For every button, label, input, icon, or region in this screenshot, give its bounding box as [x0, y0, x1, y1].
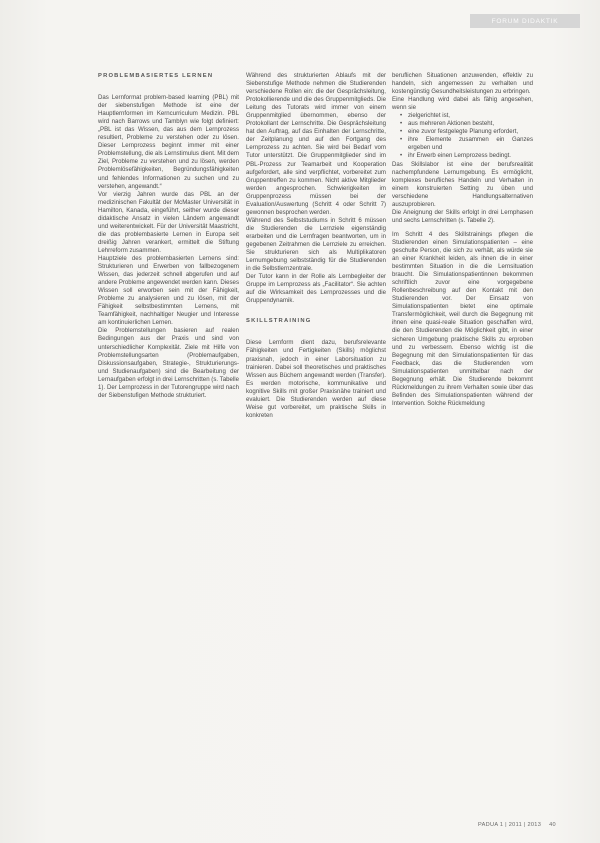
list-item: • zielgerichtet ist, — [400, 112, 533, 120]
paragraph: beruflichen Situationen anzuwenden, effektiv zu handeln, sich angemessen zu verhalten und kostengünstig Gesundheitsleistungen zu erbringen. — [392, 72, 533, 96]
column-1 — [98, 72, 239, 400]
paragraph: Hauptziele des problembasierten Lernens sind: Strukturieren und Erwerben von fallbezogenem Wissen, das jederzeit schnell abgerufen und auf andere Probleme angewendet werden kann. Dieses Wissen soll erworben sein mit der Fähigkeit, Probleme zu analysieren und zu lösen, mit der Fähigkeit selbstbestimmten Lernens, mit Teamfähigkeit, nachhaltiger Neugier und Interesse am kontinuierlichen Lernen. — [98, 254, 239, 327]
paragraph: Eine Handlung wird dabei als fähig angesehen, wenn sie — [392, 96, 533, 112]
journal-reference: PADUA 1 | 2011 | 2013 — [478, 822, 542, 828]
paragraph: Die Problemstellungen basieren auf realen Bedingungen aus der Praxis und sind von unterschiedlicher Komplexität. Ziele mit Hilfe von Problemstellungsarten (Problemaufgaben, Diskussionsaufgaben, Strategie-, Strukturierungs- und Studienaufgaben) sind die Bearbeitung der Lernaufgaben erfolgt in drei Lernschritten (s. Tabelle 1). Der Lernprozess in der Tutorengruppe wird nach der Siebenstufigen Methode strukturiert. — [98, 327, 239, 399]
section-heading-pbl: PROBLEMBASIERTES LERNEN — [98, 73, 214, 79]
list-item: • ihre Elemente zusammen ein Ganzes ergeben und — [400, 136, 533, 152]
section-tab: FORUM DIDAKTIK — [470, 14, 580, 28]
paragraph: Der Tutor kann in der Rolle als Lernbegleiter der Gruppe im Lernprozess als „Facilitator“. Sie achten auf die Wirksamkeit des Lernprozesses und die Gruppendynamik. — [246, 273, 386, 305]
list-item: • ihr Erwerb einen Lernprozess bedingt. — [400, 152, 533, 160]
paragraph: Vor vierzig Jahren wurde das PBL an der medizinischen Fakultät der McMaster Universität in Hamilton, Kanada, eingeführt, seither wurde dieser didaktische Ansatz in vielen Ländern angewandt und weiterentwickelt. Für der Universität Maastricht, die das problembasierte Lernen in Europa seit dreißig Jahren verankert, ermittelt die Stiftung Lehrreform zusammen. — [98, 190, 239, 254]
paragraph: Das Skillslabor ist eine der berufsrealität nachempfundene Lernumgebung. Es ermöglicht, komplexes berufliches Handeln und Verhalten in einem konstruierten Setting zu üben und verschiedene Handlungsalternativen auszuprobieren. — [392, 160, 533, 208]
list-item: • aus mehreren Aktionen besteht, — [400, 120, 533, 128]
page-number: 40 — [549, 822, 556, 828]
paragraph: Während des Selbststudiums in Schritt 6 müssen die Studierenden die Lernziele eigenständig erarbeiten und die Lernfragen beantworten, um in gegebenen Zeitrahmen die Lernziele zu erreichen. Sie strukturieren sich als Multiplikatoren Lernumgebung selbstständig für die Studierenden in die Selbstlernzentrale. — [246, 216, 386, 273]
section-heading-skillstraining: SKILLSTRAINING — [246, 318, 312, 325]
bullet-list — [392, 112, 533, 160]
paragraph: Im Schritt 4 des Skillstrainings pflegen die Studierenden einen Simulationspatienten – eine geschulte Person, die sich zu verhält, als würde sie an einer Krankheit leiden, als ihnen die in einer bestimmten Situation in die die Lernsituation braucht. Die Simulationspatientinnen bekommen schriftlich zuvor eine vorgegebene Rollenbeschreibung auf den Kontakt mit den Studierenden vor. Der Einsatz von Simulationspatienten bietet eine optimale Transfermöglichkeit, weil durch die Begegnung mit ihnen eine quasi-reale Situation geschaffen wird, die den Studierenden die Möglichkeit gibt, in einer sicheren Umgebung praktische Skills zu erproben und zu verbessern. Ebenso wichtig ist die Begegnung mit den Simulationspatienten für das Feedback, das die Studierenden vom Simulationspatienten unmittelbar nach der Begegnung erhält. Die Studierende bekommt Rückmeldungen zu ihrem Verhalten sowie über das Befinden des Simulationspatienten während der Intervention. Solche Rückmeldung — [392, 230, 533, 407]
paragraph: Diese Lernform dient dazu, berufsrelevante Fähigkeiten und Fertigkeiten (Skills) möglichst praxisnah, jedoch in einer Laborsituation zu trainieren. Dabei soll theoretisches und praktisches Wissen aus Büchern angewandt werden (Transfer). Es werden motorische, kommunikative und kognitive Skills mit großer Praxisnähe trainiert und evaluiert. Die Studierenden werden auf diese Weise gut vorbereitet, um praktische Skills in konkreten — [246, 339, 386, 419]
paragraph: Das Lernformat problem-based learning (PBL) mit der siebenstufigen Methode ist eine der Hauptlernformen im Kerncurriculum Medizin. PBL wird nach Barrows und Tamblyn wie folgt definiert: „PBL ist das Wissen, das aus dem Lernprozess resultiert, Probleme zu verstehen oder zu lösen. Dieser Lernprozess beginnt immer mit einer Problemstellung, die als Lernstimulus dient. Mit dem Ziel, Probleme zu verstehen und zu lösen, werden Problemlösefähigkeiten, Begründungsfähigkeiten und fehlendes Informationen zu suchen und zu verstehen, angewandt.“ — [98, 94, 239, 190]
list-item: • eine zuvor festgelegte Planung erfordert, — [400, 128, 533, 136]
paragraph: Während des strukturierten Ablaufs mit der Siebenstufige Methode nehmen die Studierenden verschiedene Rollen ein: die der Gesprächsleitung, Protokollierende und die des Gruppenmitglieds. Die Leitung des Tutorats wird immer von einem Gruppenmitglied übernommen, ebenso der Protokollant der Lernschritte. Die Gesprächsleitung hat den Auftrag, auf das Einhalten der Lernschritte, der Zeitplanung und auf den Fortgang des Lernprozess zu achten. Sie wird bei Bedarf vom Tutor unterstützt. Die Gruppenmitglieder sind im PBL-Prozess zur Teamarbeit und Kooperation aufgefordert, alle sind verpflichtet, vorbereitet zum Gruppentreffen zu kommen. Nicht aktive Mitglieder werden angesprochen. Schwierigkeiten im Gruppenprozess müssen bei der Evaluation/Auswertung (Schritt 4 oder Schritt 7) gewonnen besprochen werden. — [246, 72, 386, 216]
column-3 — [392, 72, 533, 408]
page-footer — [478, 822, 556, 828]
column-2 — [246, 72, 386, 420]
paragraph: Die Aneignung der Skills erfolgt in drei Lernphasen und sechs Lernschritten (s. Tabelle 2). — [392, 208, 533, 224]
